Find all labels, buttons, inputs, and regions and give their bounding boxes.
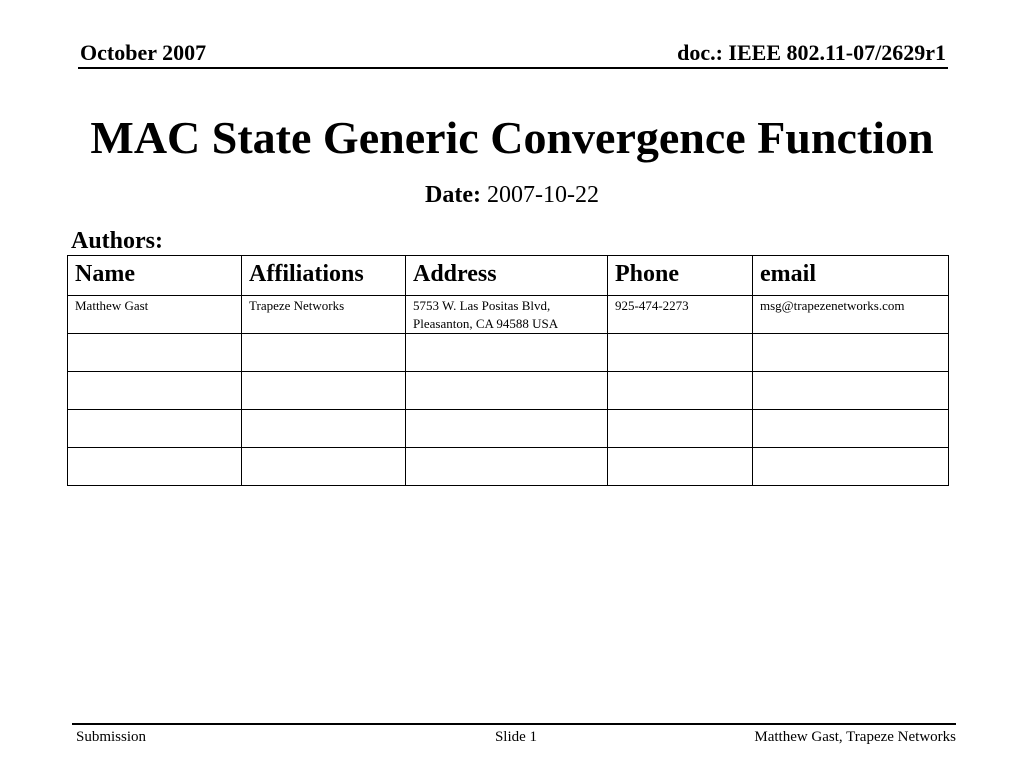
empty-cell bbox=[406, 410, 608, 448]
empty-cell bbox=[68, 372, 242, 410]
authors-label: Authors: bbox=[71, 228, 164, 254]
table-row bbox=[68, 410, 949, 448]
empty-cell bbox=[406, 448, 608, 486]
author-phone-cell: 925-474-2273 bbox=[608, 296, 753, 334]
empty-cell bbox=[68, 334, 242, 372]
empty-cell bbox=[242, 448, 406, 486]
table-header-row bbox=[68, 256, 949, 296]
footer-divider bbox=[72, 723, 956, 725]
table-row bbox=[68, 372, 949, 410]
address-line-1: 5753 W. Las Positas Blvd, bbox=[413, 298, 551, 313]
column-header-affiliations: Affiliations bbox=[242, 256, 406, 296]
header-divider bbox=[78, 67, 948, 69]
slide-title: MAC State Generic Convergence Function bbox=[90, 112, 934, 163]
empty-cell bbox=[608, 410, 753, 448]
footer-slide-number: Slide 1 bbox=[494, 729, 538, 745]
empty-cell bbox=[406, 334, 608, 372]
date-value: 2007-10-22 bbox=[486, 182, 599, 208]
author-name-cell: Matthew Gast bbox=[68, 296, 242, 334]
empty-cell bbox=[68, 448, 242, 486]
address-line-2: Pleasanton, CA 94588 USA bbox=[413, 316, 559, 331]
author-address-cell bbox=[406, 296, 608, 334]
author-email-cell: msg@trapezenetworks.com bbox=[753, 296, 949, 334]
empty-cell bbox=[608, 334, 753, 372]
column-header-name: Name bbox=[68, 256, 242, 296]
empty-cell bbox=[68, 410, 242, 448]
authors-table bbox=[67, 255, 949, 486]
footer-submission: Submission bbox=[76, 729, 147, 745]
empty-cell bbox=[753, 334, 949, 372]
table-row bbox=[68, 448, 949, 486]
empty-cell bbox=[753, 448, 949, 486]
column-header-email: email bbox=[753, 256, 949, 296]
header-doc-id: doc.: IEEE 802.11-07/2629r1 bbox=[677, 40, 946, 65]
date-label: Date: bbox=[425, 182, 481, 208]
empty-cell bbox=[242, 410, 406, 448]
author-affiliation-cell: Trapeze Networks bbox=[242, 296, 406, 334]
table-row bbox=[68, 334, 949, 372]
column-header-phone: Phone bbox=[608, 256, 753, 296]
empty-cell bbox=[753, 410, 949, 448]
footer-author: Matthew Gast, Trapeze Networks bbox=[754, 729, 956, 745]
empty-cell bbox=[753, 372, 949, 410]
empty-cell bbox=[242, 372, 406, 410]
header-date: October 2007 bbox=[80, 40, 207, 65]
empty-cell bbox=[608, 448, 753, 486]
column-header-address: Address bbox=[406, 256, 608, 296]
empty-cell bbox=[406, 372, 608, 410]
date-line bbox=[0, 180, 1024, 210]
empty-cell bbox=[242, 334, 406, 372]
empty-cell bbox=[608, 372, 753, 410]
table-row bbox=[68, 296, 949, 334]
